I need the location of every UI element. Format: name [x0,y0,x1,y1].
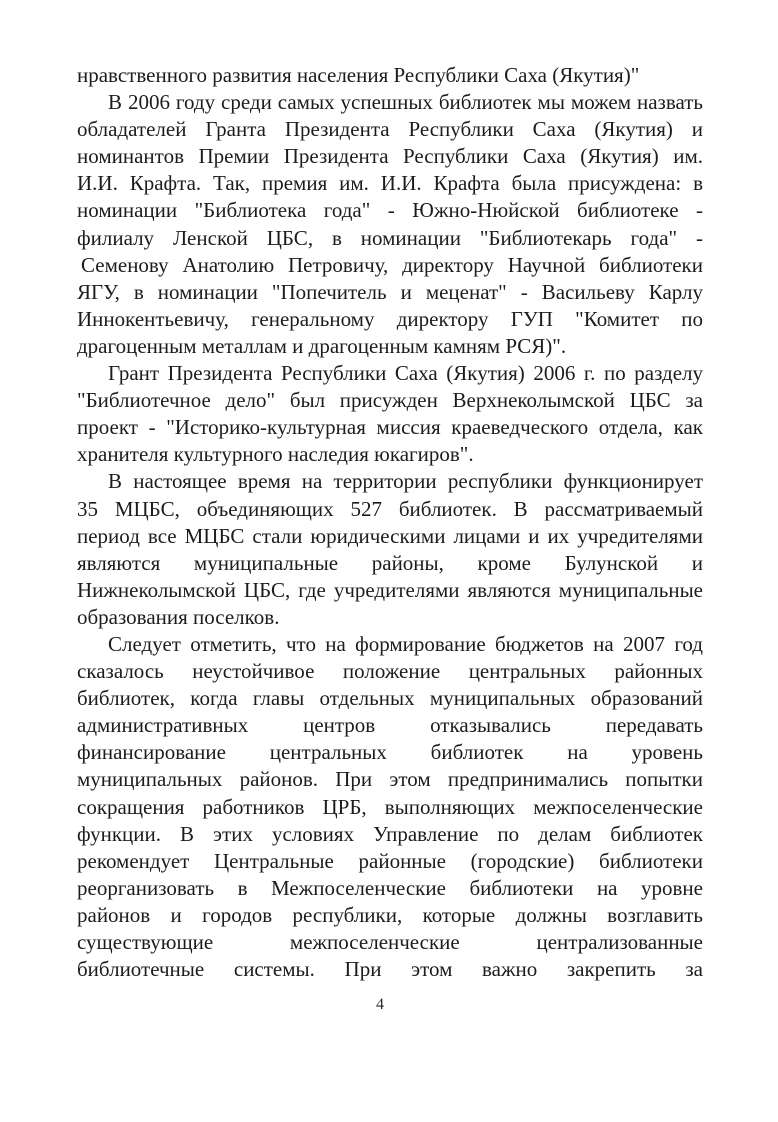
text-line: В настоящее время на территории республики функционирует [108,469,703,494]
text-line: являются муниципальные районы, кроме Булунской и [77,550,703,575]
body-text [77,62,703,983]
text-line: библиотек, когда главы отдельных муниципальных образований [77,686,703,711]
text-line: административных центров отказывались передавать [77,713,703,738]
text-line: рекомендует Центральные районные (городские) библиотеки [77,848,703,873]
text-line: проект - "Историко-культурная миссия краеведческого отдела, как [77,415,703,440]
text-line: драгоценным металлам и драгоценным камням РСЯ)". [77,333,567,358]
text-line: районов и городов республики, которые должны возглавить [77,902,703,927]
text-line: обладателей Гранта Президента Республики Саха (Якутия) и [77,117,703,142]
text-line: Следует отметить, что на формирование бюджетов на 2007 год [108,631,703,656]
text-line: Нижнеколымской ЦБС, где учредителями являются муниципальные [77,577,703,602]
text-line: финансирование центральных библиотек на уровень [77,740,703,765]
text-line: Иннокентьевичу, генеральному директору ГУП "Комитет по [77,306,703,331]
text-line: номинантов Премии Президента Республики Саха (Якутия) им. [77,144,703,169]
text-line: сокращения работников ЦРБ, выполняющих межпоселенческие [77,794,703,819]
text-line: И.И. Крафта. Так, премия им. И.И. Крафта была присуждена: в [77,171,703,196]
text-line: сказалось неустойчивое положение центральных районных [77,659,703,684]
text-line: период все МЦБС стали юридическими лицами и их учредителями [77,523,703,548]
page-number: 4 [376,996,384,1013]
text-line: ЯГУ, в номинации "Попечитель и меценат" - Васильеву Карлу [77,279,703,304]
text-line: нравственного развития населения Республики Саха (Якутия)" [77,63,640,87]
text-line: образования поселков. [77,604,280,629]
text-line: существующие межпоселенческие централизованные [77,930,703,954]
text-line: филиалу Ленской ЦБС, в номинации "Библиотекарь года" - [77,225,703,250]
text-line: функции. В этих условиях Управление по делам библиотек [77,821,703,846]
text-line: реорганизовать в Межпоселенческие библиотеки на уровне [77,875,703,900]
text-line: Грант Президента Республики Саха (Якутия) 2006 г. по разделу [108,361,703,386]
text-line: номинации "Библиотека года" - Южно-Нюйской библиотеке - [77,198,703,223]
text-line: "Библиотечное дело" был присужден Верхнеколымской ЦБС за [77,388,703,413]
text-line: муниципальных районов. При этом предпринимались попытки [77,767,703,792]
text-line: 35 МЦБС, объединяющих 527 библиотек. В рассматриваемый [77,496,703,521]
text-line: библиотечные системы. При этом важно закрепить за [77,957,703,982]
text-line: Семенову Анатолию Петровичу, директору Научной библиотеки [81,252,703,277]
text-line: хранителя культурного наследия юкагиров". [77,442,474,467]
text-line: В 2006 году среди самых успешных библиотек мы можем назвать [108,90,703,115]
